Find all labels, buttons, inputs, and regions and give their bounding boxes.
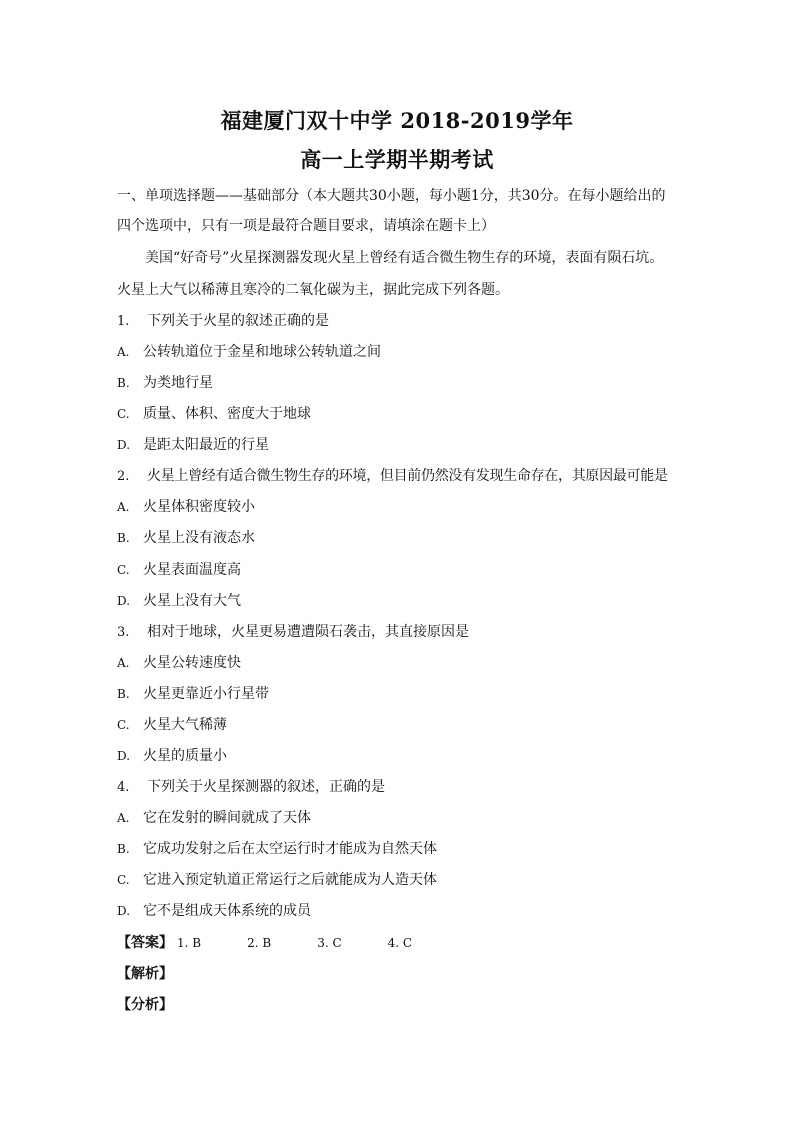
analysis2-label: 【分析】 <box>117 997 173 1013</box>
option-text: 质量、体积、密度大于地球 <box>143 406 311 422</box>
section-heading-line2: 四个选项中，只有一项是最符合题目要求，请填涂在题卡上） <box>117 218 495 234</box>
question-1 <box>117 311 682 332</box>
option-letter: A. <box>117 500 130 514</box>
answer-line <box>117 933 682 953</box>
option-2d <box>117 591 682 611</box>
option-letter: B. <box>117 531 130 545</box>
document-title-line2: 高一上学期半期考试 <box>300 147 494 172</box>
option-letter: D. <box>117 749 131 763</box>
question-number: 3. <box>117 625 130 640</box>
option-letter: C. <box>117 718 130 732</box>
option-text: 火星公转速度快 <box>143 655 241 671</box>
passage-line2: 火星上大气以稀薄且寒冷的二氧化碳为主，据此完成下列各题。 <box>117 282 509 298</box>
question-number: 2. <box>117 469 130 484</box>
option-text: 公转轨道位于金星和地球公转轨道之间 <box>143 344 381 360</box>
option-text: 火星大气稀薄 <box>143 717 227 733</box>
option-letter: B. <box>117 842 130 856</box>
option-text: 是距太阳最近的行星 <box>143 437 269 453</box>
option-letter: A. <box>117 656 130 670</box>
option-1d <box>117 435 682 455</box>
option-letter: A. <box>117 811 130 825</box>
option-3d <box>117 746 682 766</box>
option-2a <box>117 497 682 517</box>
option-text: 它进入预定轨道正常运行之后就能成为人造天体 <box>143 872 437 888</box>
option-letter: C. <box>117 563 130 577</box>
option-3b <box>117 684 682 704</box>
option-2b <box>117 528 682 548</box>
option-1c <box>117 404 682 424</box>
answer-item: 3. C <box>317 936 342 950</box>
question-number: 1. <box>117 314 130 329</box>
question-stem: 火星上曾经有适合微生物生存的环境，但目前仍然没有发现生命存在，其原因最可能是 <box>147 468 668 484</box>
option-letter: D. <box>117 594 131 608</box>
section-heading-line1: 一、单项选择题——基础部分（本大题共30小题，每小题1分，共30分。在每小题给出的 <box>117 188 666 204</box>
option-text: 火星上没有大气 <box>143 593 241 609</box>
option-text: 火星上没有液态水 <box>143 530 255 546</box>
option-letter: B. <box>117 687 130 701</box>
option-4c <box>117 870 682 890</box>
question-number: 4. <box>117 780 130 795</box>
option-letter: D. <box>117 904 131 918</box>
option-text: 为类地行星 <box>143 375 213 391</box>
question-stem: 相对于地球，火星更易遭遭陨石袭击，其直接原因是 <box>147 624 469 640</box>
question-2 <box>117 466 682 487</box>
option-3c <box>117 715 682 735</box>
option-letter: B. <box>117 376 130 390</box>
option-4d <box>117 901 682 921</box>
question-4 <box>117 777 682 798</box>
option-text: 它不是组成天体系统的成员 <box>143 903 311 919</box>
question-stem: 下列关于火星的叙述正确的是 <box>147 313 329 329</box>
option-4b <box>117 839 682 859</box>
passage-line1: 美国“好奇号”火星探测器发现火星上曾经有适合微生物生存的环境，表面有陨石坑。 <box>145 250 664 266</box>
answer-label: 【答案】 <box>117 935 173 951</box>
question-stem: 下列关于火星探测器的叙述，正确的是 <box>147 779 385 795</box>
option-letter: A. <box>117 345 130 359</box>
analysis-label: 【解析】 <box>117 966 173 982</box>
option-text: 火星体积密度较小 <box>143 499 255 515</box>
option-1b <box>117 373 682 393</box>
answer-item: 4. C <box>387 936 413 950</box>
option-1a <box>117 342 682 362</box>
option-text: 火星的质量小 <box>143 748 227 764</box>
option-text: 火星更靠近小行星带 <box>143 686 269 702</box>
option-4a <box>117 808 682 828</box>
question-3 <box>117 622 682 643</box>
option-letter: C. <box>117 407 130 421</box>
document-title-line1: 福建厦门双十中学 2018-2019学年 <box>220 108 574 133</box>
option-text: 火星表面温度高 <box>143 562 241 578</box>
option-text: 它成功发射之后在太空运行时才能成为自然天体 <box>143 841 437 857</box>
answer-item: 2. B <box>247 936 272 950</box>
option-letter: C. <box>117 873 130 887</box>
option-3a <box>117 653 682 673</box>
option-letter: D. <box>117 438 131 452</box>
option-text: 它在发射的瞬间就成了天体 <box>143 810 311 826</box>
answer-item: 1. B <box>177 936 202 950</box>
option-2c <box>117 560 682 580</box>
